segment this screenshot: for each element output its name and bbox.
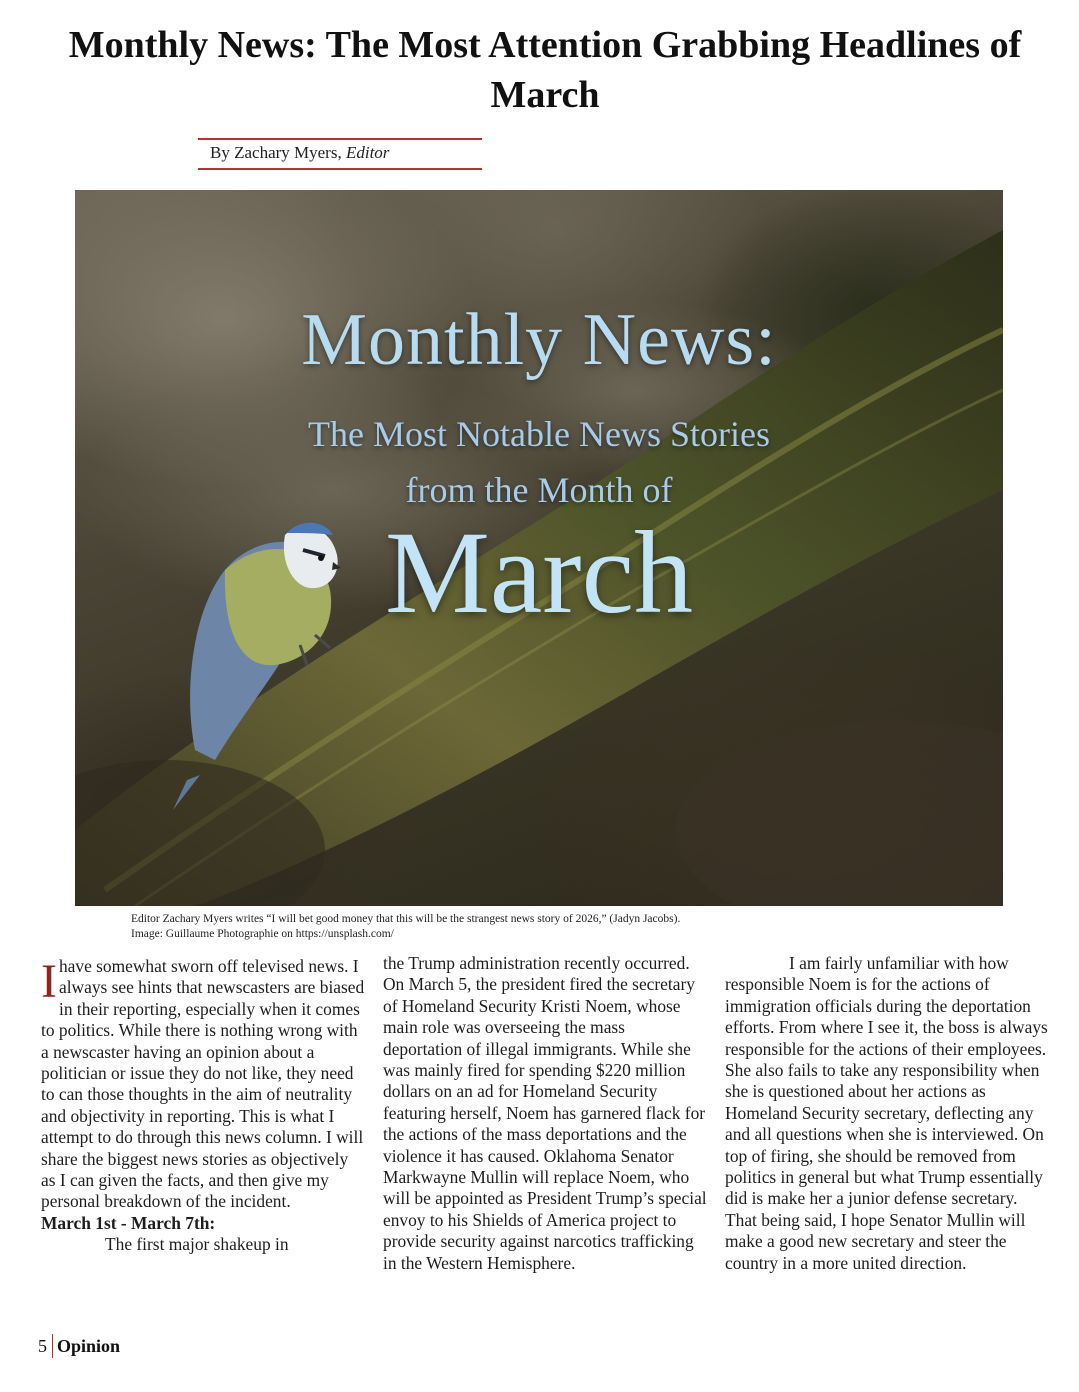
drop-cap: I bbox=[41, 955, 57, 1008]
intro-paragraph bbox=[41, 952, 366, 1213]
article-headline: Monthly News: The Most Attention Grabbing Headlines of March bbox=[68, 24, 1022, 116]
hero-image bbox=[75, 190, 1003, 906]
page-footer bbox=[38, 1334, 120, 1358]
article-column-2 bbox=[383, 953, 708, 1274]
hero-title: Monthly News: bbox=[301, 299, 777, 381]
caption-credit: Image: Guillaume Photographie on https://unsplash.com/ bbox=[131, 928, 394, 940]
hero-subtitle-1: The Most Notable News Stories bbox=[308, 414, 770, 454]
hero-month: March bbox=[385, 507, 693, 638]
caption-text: Editor Zachary Myers writes “I will bet good money that this will be the strangest news story of 2026,” (Jadyn Jacobs). bbox=[131, 913, 681, 925]
paragraph-start: The first major shakeup in bbox=[105, 1234, 289, 1255]
hero-subtitle-2: from the Month of bbox=[405, 470, 673, 510]
opinion-paragraph: I am fairly unfamiliar with how responsible Noem is for the actions of immigration officials during the deportation efforts. From where I see it, the boss is always responsible for the actions of their employees. She also fails to take any responsibility when she is questioned about her actions as Homeland Security secretary, deflecting any and all questions when she is interviewed. On top of firing, she should be removed from politics in general but what Trump essentially did is make her a junior defense secretary. That being said, I hope Senator Mullin will make a good new secretary and steer the country in a more united direction. bbox=[725, 953, 1048, 1273]
byline-box bbox=[198, 138, 482, 170]
byline-role: Editor bbox=[345, 143, 390, 162]
article-column-3 bbox=[725, 953, 1050, 1274]
paragraph-continued: the Trump administration recently occurred. On March 5, the president fired the secretary of Homeland Security Kristi Noem, whose main role was overseeing the mass deportation of illegal immigrants. While she was mainly fired for spending $220 million dollars on an ad for Homeland Security featuring herself, Noem has garnered flack for the actions of the mass deportations and the violence it has caused. Oklahoma Senator Markwayne Mullin will replace Noem, who will be appointed as President Trump’s special envoy to his Shields of America project to provide security against narcotics trafficking in the Western Hemisphere. bbox=[383, 953, 707, 1273]
section-name: Opinion bbox=[57, 1336, 121, 1356]
page-number: 5 bbox=[38, 1334, 53, 1358]
image-caption bbox=[131, 912, 991, 942]
byline-author: By Zachary Myers, bbox=[210, 143, 346, 162]
intro-text: have somewhat sworn off televised news. I always see hints that newscasters are biased in their reporting, especially when it comes to politics. While there is nothing wrong with a newscaster having an opinion about a politician or issue they do not like, they need to can those thoughts in the aim of neutrality and objectivity in reporting. This is what I attempt to do through this news column. I will share the biggest news stories as objectively as I can given the facts, and then give my personal breakdown of the incident. bbox=[41, 956, 365, 1212]
article-column-1 bbox=[41, 952, 366, 1256]
section-subhead: March 1st - March 7th: bbox=[41, 1212, 216, 1233]
byline bbox=[210, 142, 389, 164]
